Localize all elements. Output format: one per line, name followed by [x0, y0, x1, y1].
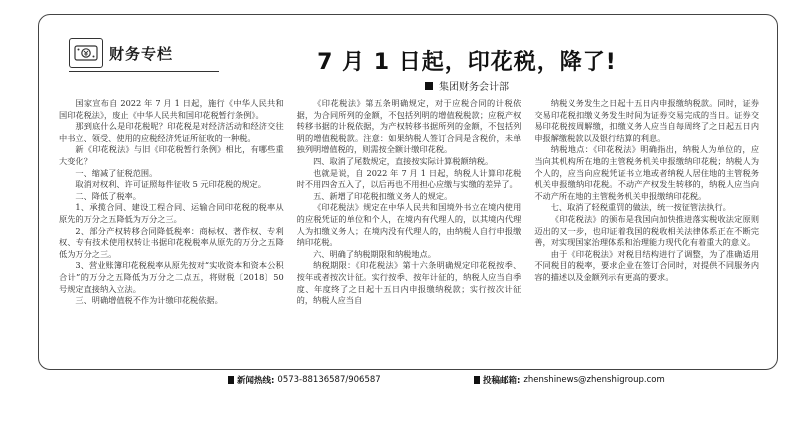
paragraph: 三、明确增值税不作为计缴印花税依据。: [75, 295, 223, 306]
paragraph: 四、取消了尾数规定，直接按实际计算税额纳税。: [313, 155, 494, 166]
paragraph: 《印花税法》的颁布是我国向加快推进落实税收法定原则迈出的又一步，也印证着我国的税收相关法律体系正在不断完善，对实现国家治理体系和治理能力现代化有着重大的意义。: [534, 213, 760, 248]
email-address[interactable]: zhenshinews@zhenshigroup.com: [523, 375, 665, 385]
byline-square-icon: [425, 82, 433, 90]
paragraph: 3、营业账簿印花税税率从原先按对“实收资本和资本公积合计”的万分之五降低为万分之二点五，将财税〔2018〕50 号规定直接纳入立法。: [59, 260, 284, 294]
paragraph: 二、降低了税率。: [75, 190, 141, 201]
paragraph: 七、取消了轻税重罚的做法，统一按征管法执行。: [550, 202, 731, 213]
byline-text: 集团财务会计部: [439, 82, 509, 93]
paragraph: 新《印花税法》与旧《印花税暂行条例》相比，有哪些重大变化？: [59, 144, 284, 166]
paragraph: 纳税地点：《印花税法》明确指出，纳税人为单位的，应当向其机构所在地的主管税务机关申报缴纳印花税；纳税人为个人的，应当向应税凭证书立地或者纳税人居住地的主管税务机关申报缴纳印花税。不动产产权发生转移的，纳税人应当向不动产所在地的主管税务机关申报缴纳印花税。: [534, 144, 760, 201]
column-title: 财务专栏: [109, 44, 174, 63]
submission-email: [474, 374, 665, 386]
text-column-2: [297, 98, 522, 363]
paragraph: 也就是说，自 2022 年 7 月 1 日起，纳税人计算印花税时不用四舍五入了，以后再也不用担心应缴与实缴的差异了。: [296, 167, 522, 190]
article-body: [59, 98, 759, 363]
column-header: [69, 36, 229, 70]
text-column-3: [534, 98, 759, 363]
paragraph: 国家宣布自 2022 年 7 月 1 日起，施行《中华人民共和国印花税法》，废止《中华人民共和国印花税暂行条例》。: [59, 98, 284, 120]
paragraph: 2、部分产权转移合同降低税率：商标权、著作权、专利权、专有技术使用权转让书据印花税税率从原先的万分之五降低为万分之三。: [59, 225, 284, 259]
money-emblem-icon: [69, 38, 103, 68]
hotline: [228, 374, 381, 386]
paragraph: 《印花税法》规定在中华人民共和国境外书立在境内使用的应税凭证的单位和个人，在境内有代理人的，以其境内代理人为扣缴义务人；在境内没有代理人的，由纳税人自行申报缴纳印花税。: [296, 202, 522, 248]
paragraph: 由于《印花税法》对税目结构进行了调整，为了准确适用不同税目的税率，要求企业在签订合同时，对提供不同服务内容的描述以及金额列示有更高的要求。: [534, 248, 760, 282]
byline: [287, 78, 647, 93]
paragraph: 《印花税法》第五条明确规定，对于应税合同的计税依据，为合同所列的金额，不包括列明的增值税税款；应税产权转移书据的计税依据，为产权转移书据所列的金额，不包括列明的增值税税款。注意：如果纳税人签订合同是含税价，未单独列明增值税的，则需按全额计缴印花税。: [296, 98, 522, 155]
square-bullet-icon: [228, 376, 234, 384]
paragraph: 取消对权利、许可证照每件征收 5 元印花税的规定。: [75, 179, 266, 190]
article-frame: [38, 14, 778, 370]
email-label: 投稿邮箱:: [483, 376, 521, 386]
hotline-number: 0573-88136587/906587: [277, 375, 381, 385]
paragraph: 纳税期限：《印花税法》第十六条明确规定印花税按季、按年或者按次计征。实行按季、按年计征的，纳税人应当自季度、年度终了之日起十五日内申报缴纳税款；实行按次计征的，纳税人应当自: [296, 260, 522, 306]
paragraph: 1、承揽合同、建设工程合同、运输合同印花税的税率从原先的万分之五降低为万分之三。: [59, 202, 284, 224]
hotline-label: 新闻热线:: [237, 376, 275, 386]
paragraph: 六、明确了纳税期限和纳税地点。: [313, 248, 436, 259]
paragraph: 那到底什么是印花税呢？印花税是对经济活动和经济交往中书立、领受、使用的应税经济凭证所征收的一种税。: [59, 121, 284, 143]
header-divider: [69, 71, 219, 72]
footer-bar: [0, 374, 800, 388]
paragraph: 五、新增了印花税扣缴义务人的规定。: [313, 190, 453, 201]
text-column-1: [59, 98, 284, 363]
paragraph: 一、缩减了征税范围。: [75, 167, 158, 178]
paragraph: 纳税义务发生之日起十五日内申报缴纳税款。同时，证券交易印花税扣缴义务发生时间为证券交易完成的当日。证券交易印花税按周解缴，扣缴义务人应当自每周终了之日起五日内申报解缴税款以及银行结算的利息。: [534, 98, 760, 143]
square-bullet-icon: [474, 376, 480, 384]
article-headline: 7 月 1 日起，印花税，降了!: [317, 50, 617, 75]
